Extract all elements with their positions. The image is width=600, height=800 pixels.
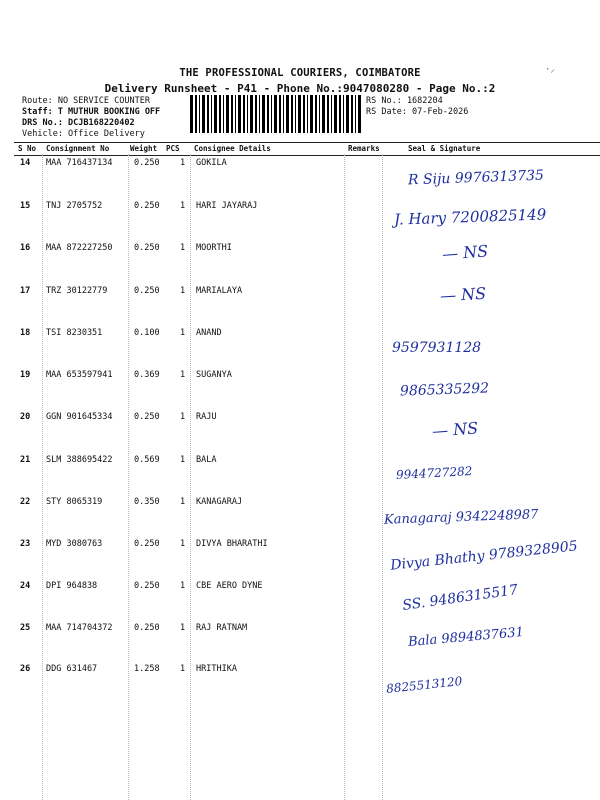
row-consignment: MAA 714704372 bbox=[46, 623, 113, 633]
row-pcs: 1 bbox=[180, 539, 186, 549]
row-consignee: HRITHIKA bbox=[196, 664, 237, 674]
table-row bbox=[14, 283, 600, 326]
row-pcs: 1 bbox=[180, 497, 186, 507]
row-weight: 1.258 bbox=[134, 664, 160, 674]
row-weight: 0.250 bbox=[134, 158, 160, 168]
row-pcs: 1 bbox=[180, 370, 186, 380]
handwritten-signature: J. Hary 7200825149 bbox=[393, 205, 547, 229]
col-weight: Weight bbox=[130, 144, 158, 153]
table-row bbox=[14, 455, 600, 495]
row-weight: 0.100 bbox=[134, 328, 160, 338]
row-pcs: 1 bbox=[180, 664, 186, 674]
row-consignee: RAJU bbox=[196, 412, 217, 422]
row-sno: 21 bbox=[20, 455, 31, 465]
handwritten-signature: — NS bbox=[439, 283, 487, 306]
col-pcs: PCS bbox=[166, 144, 180, 153]
col-consignee: Consignee Details bbox=[194, 144, 271, 153]
row-sno: 20 bbox=[20, 412, 31, 422]
row-sno: 19 bbox=[20, 370, 31, 380]
row-consignment: SLM 388695422 bbox=[46, 455, 113, 465]
table-row bbox=[14, 664, 600, 704]
col-remarks: Remarks bbox=[348, 144, 380, 153]
col-consignment: Consignment No bbox=[46, 144, 110, 153]
row-consignee: GOKILA bbox=[196, 158, 227, 168]
row-pcs: 1 bbox=[180, 201, 186, 211]
row-consignee: HARI JAYARAJ bbox=[196, 201, 258, 211]
rs-date: RS Date: 07-Feb-2026 bbox=[366, 107, 469, 117]
row-consignee: DIVYA BHARATHI bbox=[196, 539, 268, 549]
handwritten-signature: 9597931128 bbox=[392, 340, 482, 356]
row-consignee: BALA bbox=[196, 455, 217, 465]
company-title: THE PROFESSIONAL COURIERS, COIMBATORE bbox=[179, 67, 421, 79]
row-consignee: CBE AERO DYNE bbox=[196, 581, 263, 591]
table-row bbox=[14, 412, 600, 452]
row-weight: 0.350 bbox=[134, 497, 160, 507]
meta-right bbox=[366, 96, 468, 118]
row-consignee: RAJ RATNAM bbox=[196, 623, 248, 633]
row-sno: 22 bbox=[20, 497, 31, 507]
handwritten-signature: SS. 9486315517 bbox=[401, 581, 519, 615]
runsheet-subtitle: Delivery Runsheet - P41 - Phone No.:9047080280 - Page No.:2 bbox=[104, 82, 496, 95]
row-sno: 24 bbox=[20, 581, 31, 591]
row-weight: 0.250 bbox=[134, 243, 160, 253]
table-header bbox=[14, 142, 600, 156]
row-pcs: 1 bbox=[180, 158, 186, 168]
route: Route: NO SERVICE COUNTER bbox=[22, 96, 150, 106]
row-weight: 0.250 bbox=[134, 581, 160, 591]
row-weight: 0.250 bbox=[134, 539, 160, 549]
ink-mark: ·⸝ bbox=[545, 65, 555, 75]
row-pcs: 1 bbox=[180, 581, 186, 591]
row-consignee: MOORTHI bbox=[196, 243, 232, 253]
row-sno: 26 bbox=[20, 664, 31, 674]
row-pcs: 1 bbox=[180, 286, 186, 296]
row-weight: 0.369 bbox=[134, 370, 160, 380]
row-pcs: 1 bbox=[180, 328, 186, 338]
row-consignment: MAA 716437134 bbox=[46, 158, 113, 168]
handwritten-signature: 9865335292 bbox=[399, 380, 490, 400]
handwritten-signature: R Siju 9976313735 bbox=[407, 167, 545, 189]
row-consignment: GGN 901645334 bbox=[46, 412, 113, 422]
table-row bbox=[14, 370, 600, 410]
row-weight: 0.569 bbox=[134, 455, 160, 465]
row-pcs: 1 bbox=[180, 412, 186, 422]
row-sno: 15 bbox=[20, 201, 31, 211]
row-consignee: SUGANYA bbox=[196, 370, 232, 380]
table-row bbox=[14, 328, 600, 368]
row-consignment: MAA 653597941 bbox=[46, 370, 113, 380]
row-weight: 0.250 bbox=[134, 623, 160, 633]
handwritten-signature: Divya Bhathy 9789328905 bbox=[389, 538, 579, 574]
row-consignment: DDG 631467 bbox=[46, 664, 98, 674]
row-sno: 23 bbox=[20, 539, 31, 549]
row-consignment: TNJ 2705752 bbox=[46, 201, 103, 211]
row-consignee: MARIALAYA bbox=[196, 286, 243, 296]
row-consignee: KANAGARAJ bbox=[196, 497, 243, 507]
table-row bbox=[14, 243, 600, 283]
row-sno: 25 bbox=[20, 623, 31, 633]
row-pcs: 1 bbox=[180, 455, 186, 465]
col-sno: S No bbox=[18, 144, 37, 153]
row-consignment: MYD 3080763 bbox=[46, 539, 103, 549]
row-consignment: MAA 872227250 bbox=[46, 243, 113, 253]
handwritten-signature: Kanagaraj 9342248987 bbox=[383, 507, 539, 528]
row-consignment: TSI 8230351 bbox=[46, 328, 103, 338]
handwritten-signature: — NS bbox=[441, 241, 489, 264]
row-weight: 0.250 bbox=[134, 201, 160, 211]
drs-number: DRS No.: DCJB168220402 bbox=[22, 118, 135, 128]
handwritten-signature: — NS bbox=[431, 418, 479, 441]
handwritten-signature: Bala 9894837631 bbox=[407, 624, 525, 651]
row-pcs: 1 bbox=[180, 243, 186, 253]
row-consignment: TRZ 30122779 bbox=[46, 286, 108, 296]
row-pcs: 1 bbox=[180, 623, 186, 633]
meta-left bbox=[22, 96, 160, 140]
handwritten-signature: 8825513120 bbox=[385, 674, 463, 696]
barcode-graphic bbox=[190, 95, 362, 133]
col-seal: Seal & Signature bbox=[408, 144, 481, 153]
staff: Staff: T MUTHUR BOOKING OFF bbox=[22, 107, 161, 117]
row-sno: 16 bbox=[20, 243, 31, 253]
row-consignment: STY 8065319 bbox=[46, 497, 103, 507]
row-weight: 0.250 bbox=[134, 412, 160, 422]
row-weight: 0.250 bbox=[134, 286, 160, 296]
row-consignment: DPI 964838 bbox=[46, 581, 98, 591]
row-sno: 17 bbox=[20, 286, 31, 296]
handwritten-signature: 9944727282 bbox=[395, 464, 473, 482]
row-consignee: ANAND bbox=[196, 328, 222, 338]
row-sno: 14 bbox=[20, 158, 31, 168]
rs-number: RS No.: 1682204 bbox=[366, 96, 443, 106]
row-sno: 18 bbox=[20, 328, 31, 338]
vehicle: Vehicle: Office Delivery bbox=[22, 129, 145, 139]
